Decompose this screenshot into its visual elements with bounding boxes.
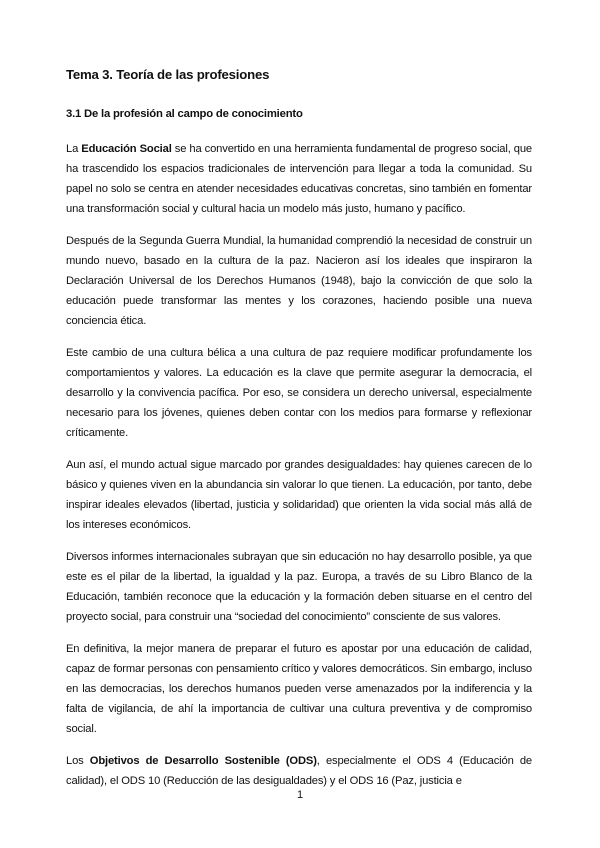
paragraph-7-start: Los (66, 755, 90, 768)
page-number: 1 (296, 789, 304, 801)
page-content (66, 66, 532, 805)
paragraph-1 (66, 140, 532, 220)
paragraph-6: En definitiva, la mejor manera de preparar el futuro es apostar por una educación de calidad, capaz de formar personas con pensamiento crítico y valores democráticos. Sin embargo, incluso en las democracias, los derechos humanos pueden verse amenazados por la indiferencia y la falta de vigilancia, de ahí la importancia de cultivar una cultura preventiva y de compromiso social. (66, 643, 532, 736)
paragraph-7 (66, 752, 532, 792)
paragraph-4: Aun así, el mundo actual sigue marcado por grandes desigualdades: hay quienes carecen de lo básico y quienes viven en la abundancia sin valorar lo que tienen. La educación, por tanto, debe inspirar ideales elevados (libertad, justicia y solidaridad) que orienten la vida social más allá de los intereses económicos. (66, 459, 532, 531)
paragraph-1-rest: se ha convertido en una herramienta fundamental de progreso social, que ha trascendido los espacios tradicionales de intervención para llegar a toda la comunidad. Su papel no solo se centra en atender necesidades educativas concretas, sino también en fomentar una transformación social y cultural hacia un modelo más justo, humano y pacífico. (66, 143, 533, 215)
paragraph-2: Después de la Segunda Guerra Mundial, la humanidad comprendió la necesidad de construir un mundo nuevo, basado en la cultura de la paz. Nacieron así los ideales que inspiraron la Declaración Universal de los Derechos Humanos (1948), bajo la convicción de que solo la educación puede transformar las mentes y los corazones, haciendo posible una nueva conciencia ética. (66, 235, 532, 327)
paragraph-7-rest: , especialmente el ODS 4 (Educación de calidad), el ODS 10 (Reducción de las desigualdades) y el ODS 16 (Paz, justicia e (66, 755, 532, 788)
document-title: Tema 3. Teoría de las profesiones (66, 67, 270, 82)
paragraph-5: Diversos informes internacionales subrayan que sin educación no hay desarrollo posible, ya que este es el pilar de la libertad, la igualdad y la paz. Europa, a través de su Libro Blanco de la Educación, también reconoce que la educación y la formación deben situarse en el centro del proyecto social, para construir una “sociedad del conocimiento” consciente de sus valores. (66, 551, 532, 624)
paragraph-1-start: La (66, 143, 82, 155)
paragraph-7-bold: Objetivos de Desarrollo Sostenible (ODS) (89, 755, 317, 768)
paragraph-1-bold: Educación Social (81, 143, 172, 155)
paragraph-3: Este cambio de una cultura bélica a una cultura de paz requiere modificar profundamente los comportamientos y valores. La educación es la clave que permite asegurar la democracia, el desarrollo y la convivencia pacífica. Por eso, se considera un derecho universal, especialmente necesario para los jóvenes, quienes deben contar con los medios para formarse y reflexionar críticamente. (66, 347, 532, 439)
section-heading: 3.1 De la profesión al campo de conocimiento (66, 108, 303, 120)
